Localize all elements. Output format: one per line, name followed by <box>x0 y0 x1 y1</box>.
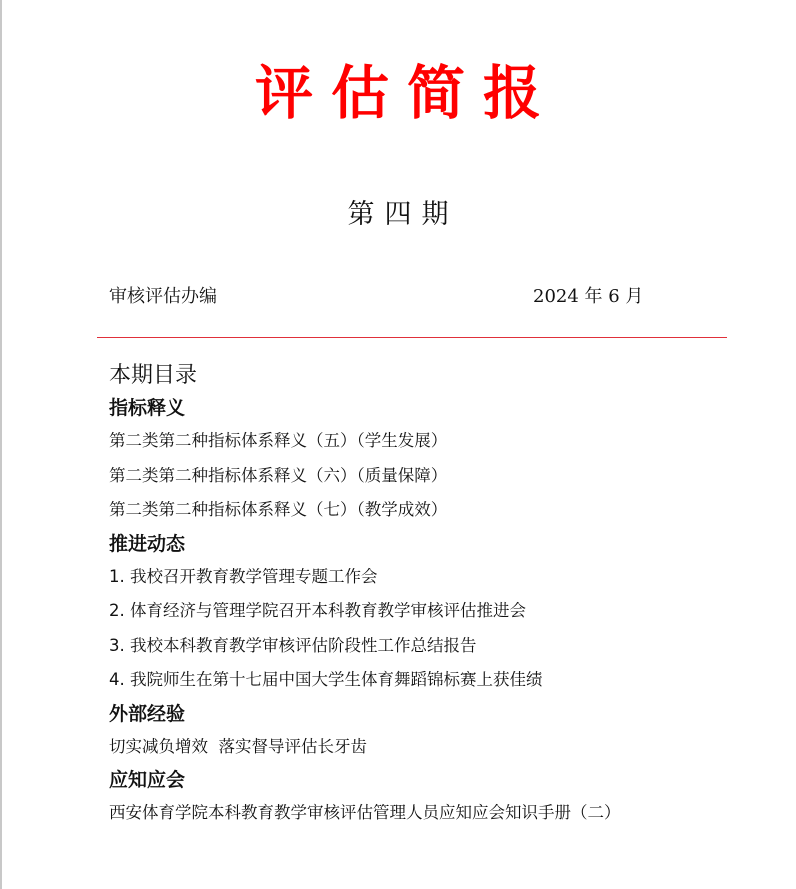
toc-item[interactable]: 第二类第二种指标体系释义（五）（学生发展） <box>109 431 448 450</box>
toc-item[interactable]: 第二类第二种指标体系释义（六）（质量保障） <box>109 465 448 485</box>
toc-section-heading: 外部经验 <box>109 702 186 725</box>
toc-item[interactable]: 第二类第二种指标体系释义（七）（教学成效） <box>109 500 448 519</box>
toc-item[interactable]: 西安体育学院本科教育教学审核评估管理人员应知应会知识手册（二） <box>109 803 621 822</box>
toc-item[interactable]: 切实减负增效 落实督导评估长牙齿 <box>109 736 367 756</box>
red-divider <box>97 337 727 338</box>
table-of-contents <box>109 360 621 831</box>
toc-section-heading: 指标释义 <box>109 397 186 419</box>
toc-section-heading: 应知应会 <box>109 769 186 791</box>
editor: 审核评估办编 <box>109 286 217 307</box>
toc-item[interactable]: 1. 我校召开教育教学管理专题工作会 <box>109 566 378 586</box>
page-left-border <box>0 0 2 889</box>
toc-title: 本期目录 <box>109 363 198 388</box>
toc-item[interactable]: 2. 体育经济与管理学院召开本科教育教学审核评估推进会 <box>109 601 526 620</box>
bulletin-title: 评估简报 <box>254 59 559 127</box>
issue-number: 第四期 <box>347 199 459 230</box>
issue-date: 2024 年 6 月 <box>533 286 644 307</box>
toc-item[interactable]: 4. 我院师生在第十七届中国大学生体育舞蹈锦标赛上获佳绩 <box>109 670 543 689</box>
toc-section-heading: 推进动态 <box>109 532 186 555</box>
toc-item[interactable]: 3. 我校本科教育教学审核评估阶段性工作总结报告 <box>109 635 477 655</box>
